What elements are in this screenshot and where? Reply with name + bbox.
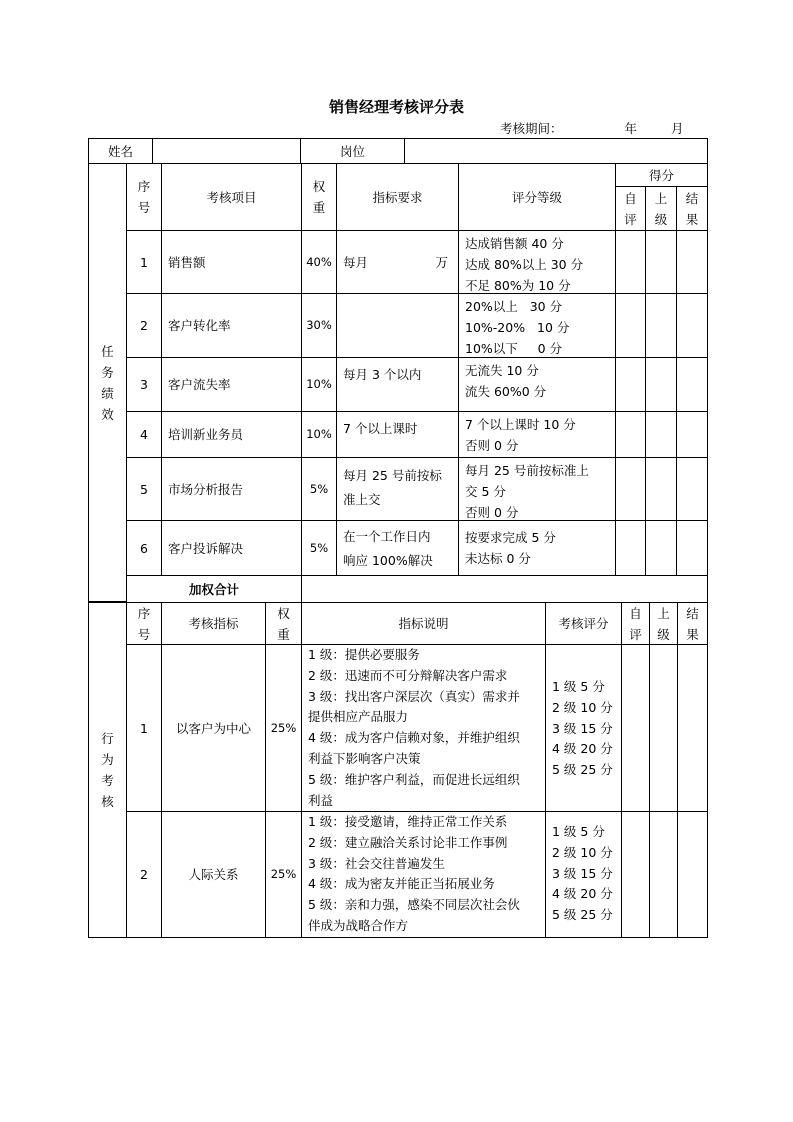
task-row-6-weight: 5% — [301, 520, 337, 576]
task-row-3-result[interactable] — [676, 357, 708, 412]
task-row-6-self-score[interactable] — [615, 520, 646, 576]
task-row-5-self-score[interactable] — [615, 457, 646, 521]
behavior-row-2-description: 1 级：接受邀请，维持正常工作关系 2 级：建立融洽关系讨论非工作事例 3 级：社会交往普遍发生 4 级：成为密友并能正当拓展业务 5 级：亲和力强，感染不同层次社会伙 伴成为战略合作方 — [301, 811, 546, 938]
task-row-3-item: 客户流失率 — [161, 357, 302, 412]
task-row-3-weight: 10% — [301, 357, 337, 412]
task-row-5-weight: 5% — [301, 457, 337, 521]
behavior-row-1-weight: 25% — [265, 644, 302, 812]
task-row-1-weight: 40% — [301, 230, 337, 294]
behavior-col-header-no: 序 号 — [126, 602, 162, 645]
period-month: 月 — [671, 121, 684, 136]
page-title: 销售经理考核评分表 — [328, 98, 464, 116]
behavior-col-header-superior: 上 级 — [649, 602, 678, 645]
task-row-5-superior-score[interactable] — [645, 457, 677, 521]
task-row-4-self-score[interactable] — [615, 411, 646, 458]
task-row-6-grade: 按要求完成 5 分 未达标 0 分 — [458, 520, 616, 576]
position-field[interactable] — [404, 138, 708, 164]
task-row-2-item: 客户转化率 — [161, 293, 302, 358]
behavior-row-2-self-score[interactable] — [621, 811, 650, 938]
task-row-4-requirement: 7 个以上课时 — [336, 411, 459, 458]
col-header-no: 序 号 — [126, 163, 162, 231]
behavior-section-label: 行 为 考 核 — [88, 602, 127, 938]
col-header-self: 自 评 — [615, 186, 646, 231]
task-row-5-no: 5 — [126, 457, 162, 521]
task-row-4-result[interactable] — [676, 411, 708, 458]
task-row-3-grade: 无流失 10 分 流失 60%0 分 — [458, 357, 616, 412]
col-header-result: 结 果 — [676, 186, 708, 231]
task-row-1-item: 销售额 — [161, 230, 302, 294]
period-year: 年 — [624, 121, 638, 136]
task-row-3-no: 3 — [126, 357, 162, 412]
task-row-4-no: 4 — [126, 411, 162, 458]
behavior-row-2-superior-score[interactable] — [649, 811, 678, 938]
name-label: 姓名 — [88, 138, 153, 164]
behavior-row-1-no: 1 — [126, 644, 162, 812]
assessment-period — [500, 119, 684, 137]
behavior-col-header-description: 指标说明 — [301, 602, 546, 645]
col-header-requirement: 指标要求 — [336, 163, 459, 231]
task-row-1-no: 1 — [126, 230, 162, 294]
task-row-5-result[interactable] — [676, 457, 708, 521]
col-header-score: 得分 — [615, 163, 708, 187]
behavior-row-2-indicator: 人际关系 — [161, 811, 266, 938]
behavior-row-2-result[interactable] — [677, 811, 708, 938]
task-row-4-grade: 7 个以上课时 10 分 否则 0 分 — [458, 411, 616, 458]
task-row-6-item: 客户投诉解决 — [161, 520, 302, 576]
weighted-total-value[interactable] — [301, 575, 708, 603]
behavior-col-header-weight: 权 重 — [265, 602, 302, 645]
task-row-2-superior-score[interactable] — [645, 293, 677, 358]
task-row-6-superior-score[interactable] — [645, 520, 677, 576]
behavior-row-1-indicator: 以客户为中心 — [161, 644, 266, 812]
behavior-row-1-superior-score[interactable] — [649, 644, 678, 812]
task-row-4-item: 培训新业务员 — [161, 411, 302, 458]
behavior-row-2-weight: 25% — [265, 811, 302, 938]
task-row-2-result[interactable] — [676, 293, 708, 358]
behavior-row-1-result[interactable] — [677, 644, 708, 812]
task-row-6-result[interactable] — [676, 520, 708, 576]
col-header-item: 考核项目 — [161, 163, 302, 231]
task-row-4-superior-score[interactable] — [645, 411, 677, 458]
behavior-row-2-no: 2 — [126, 811, 162, 938]
task-row-1-self-score[interactable] — [615, 230, 646, 294]
behavior-col-header-indicator: 考核指标 — [161, 602, 266, 645]
behavior-col-header-result: 结 果 — [677, 602, 708, 645]
name-field[interactable] — [152, 138, 301, 164]
task-row-2-no: 2 — [126, 293, 162, 358]
behavior-row-1-self-score[interactable] — [621, 644, 650, 812]
task-row-2-self-score[interactable] — [615, 293, 646, 358]
task-row-2-grade: 20%以上 30 分 10%-20% 10 分 10%以下 0 分 — [458, 293, 616, 358]
task-row-5-requirement: 每月 25 号前按标 准上交 — [336, 457, 459, 521]
task-row-1-requirement: 每月 万 — [336, 230, 459, 294]
task-row-2-requirement — [336, 293, 459, 358]
task-row-1-result[interactable] — [676, 230, 708, 294]
task-row-1-superior-score[interactable] — [645, 230, 677, 294]
task-row-2-weight: 30% — [301, 293, 337, 358]
behavior-col-header-score: 考核评分 — [545, 602, 622, 645]
weighted-total-label: 加权合计 — [126, 575, 302, 603]
task-row-4-weight: 10% — [301, 411, 337, 458]
task-row-1-grade: 达成销售额 40 分 达成 80%以上 30 分 不足 80%为 10 分 — [458, 230, 616, 294]
behavior-row-1-score: 1 级 5 分 2 级 10 分 3 级 15 分 4 级 20 分 5 级 25 分 — [545, 644, 622, 812]
task-row-3-self-score[interactable] — [615, 357, 646, 412]
task-row-5-item: 市场分析报告 — [161, 457, 302, 521]
task-row-5-grade: 每月 25 号前按标准上 交 5 分 否则 0 分 — [458, 457, 616, 521]
behavior-col-header-self: 自 评 — [621, 602, 650, 645]
task-section-label: 任 务 绩 效 — [88, 163, 127, 602]
position-label: 岗位 — [300, 138, 405, 164]
task-row-6-requirement: 在一个工作日内 响应 100%解决 — [336, 520, 459, 576]
task-row-3-requirement: 每月 3 个以内 — [336, 357, 459, 412]
col-header-weight: 权 重 — [301, 163, 337, 231]
task-row-6-no: 6 — [126, 520, 162, 576]
behavior-row-1-description: 1 级：提供必要服务 2 级：迅速而不可分辩解决客户需求 3 级：找出客户深层次（真实）需求并 提供相应产品服力 4 级：成为客户信赖对象，并维护组织 利益下影响客户决策 5 级：维护客户利益，而促进长远组织 利益 — [301, 644, 546, 812]
period-label: 考核期间： — [500, 121, 563, 136]
col-header-superior: 上 级 — [645, 186, 677, 231]
col-header-grade: 评分等级 — [458, 163, 616, 231]
task-row-3-superior-score[interactable] — [645, 357, 677, 412]
behavior-row-2-score: 1 级 5 分 2 级 10 分 3 级 15 分 4 级 20 分 5 级 25 分 — [545, 811, 622, 938]
